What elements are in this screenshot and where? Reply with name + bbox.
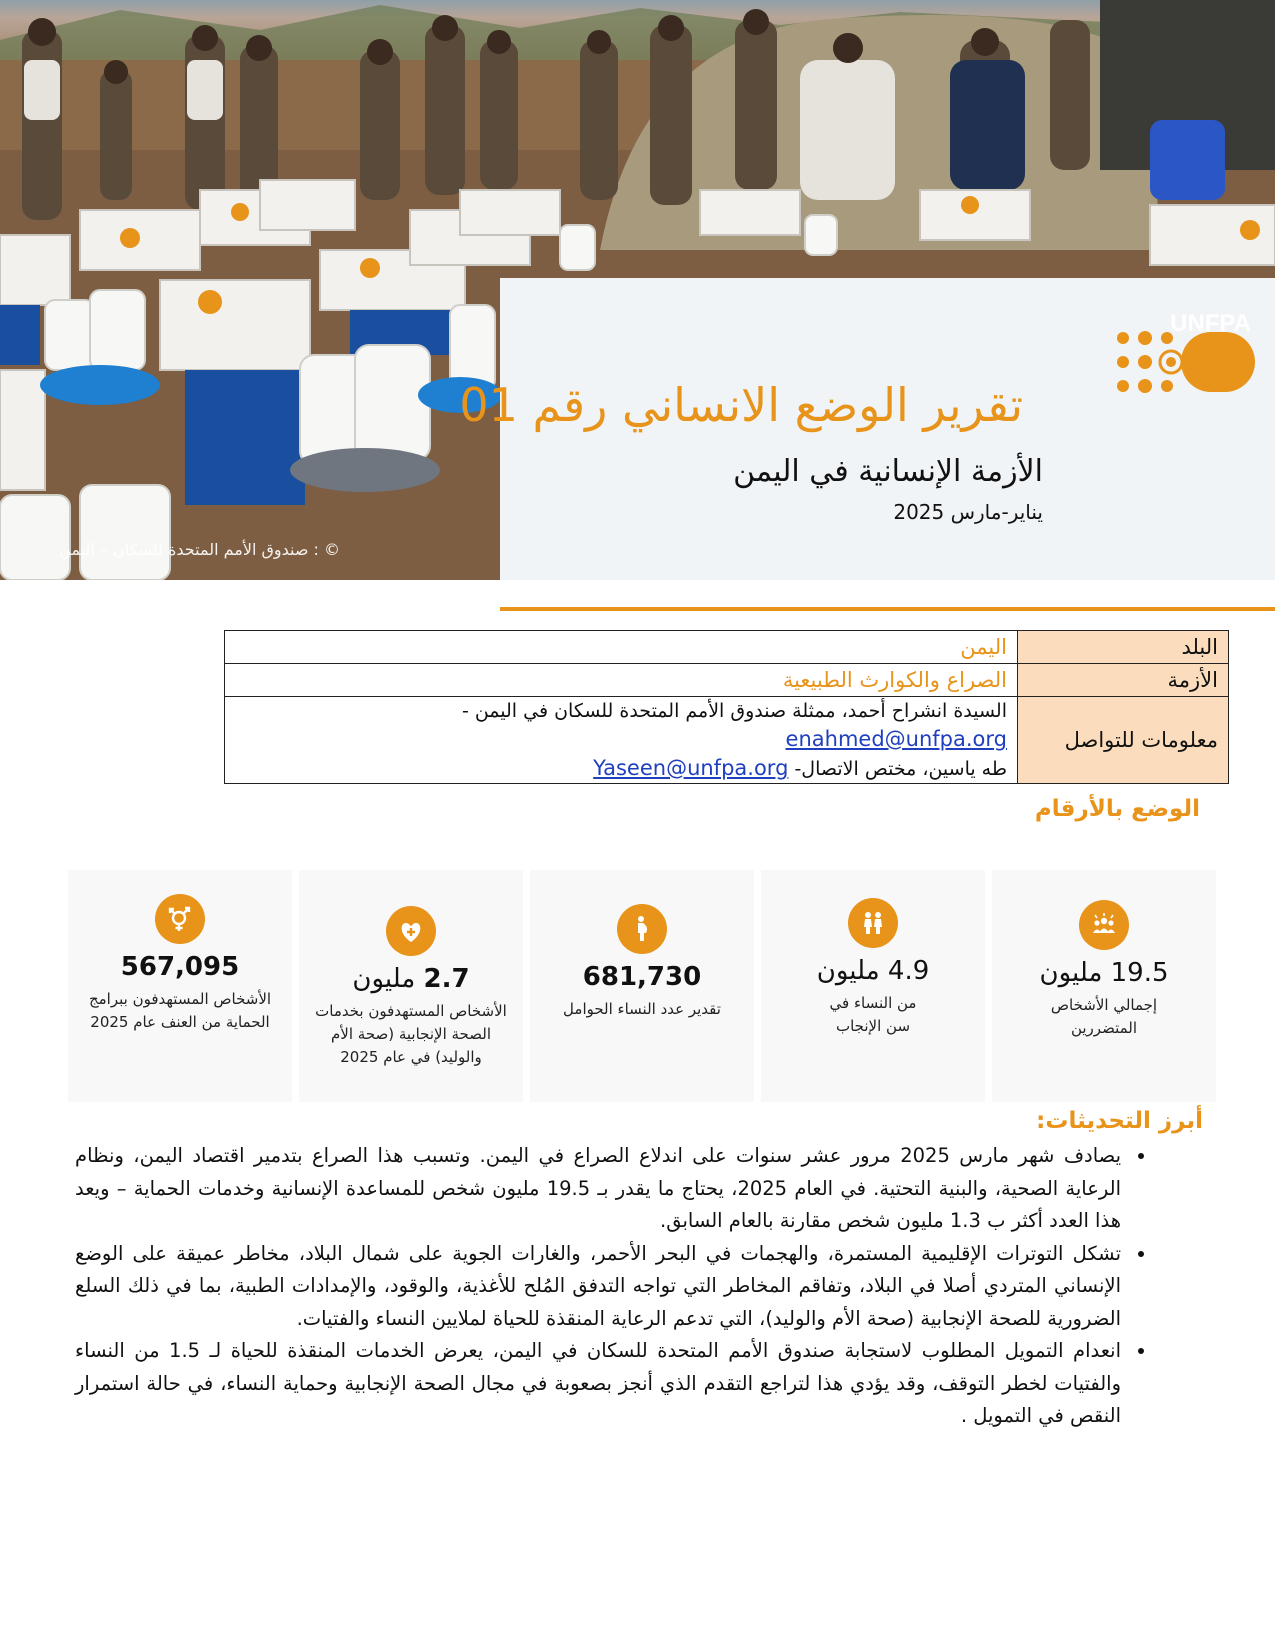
- challenges-heading: أبرز التحديثات:: [1036, 1108, 1203, 1134]
- challenges-list: [75, 1140, 1163, 1433]
- table-row: [225, 631, 1229, 664]
- photo-credit: © : صندوق الأمم المتحدة للسكان – اليمن: [59, 540, 340, 559]
- heart-plus-icon: [386, 906, 436, 956]
- contact-value: [225, 697, 1018, 784]
- stat-number-pregnant: 681,730: [582, 962, 702, 992]
- women-girls-icon: [848, 898, 898, 948]
- stat-cards: [60, 870, 1216, 1102]
- report-subtitle: الأزمة الإنسانية في اليمن: [733, 454, 1043, 489]
- people-group-icon: [1079, 900, 1129, 950]
- contact-2-email-link[interactable]: Yaseen@unfpa.org: [593, 756, 789, 780]
- stat-card-protection: [68, 870, 292, 1102]
- contact-line-1: [235, 697, 1007, 754]
- contact-line-2: [235, 754, 1007, 783]
- stat-card-affected: [992, 870, 1216, 1102]
- contact-label: معلومات للتواصل: [1018, 697, 1229, 784]
- pregnant-woman-icon: [617, 904, 667, 954]
- stat-card-women: [761, 870, 985, 1102]
- stat-card-pregnant: [530, 870, 754, 1102]
- crisis-value: الصراع والكوارث الطبيعية: [225, 664, 1018, 697]
- stat-label-pregnant: تقدير عدد النساء الحوامل: [563, 1000, 721, 1018]
- stat-number-women: 4.9 مليون: [816, 956, 930, 986]
- country-label: البلد: [1018, 631, 1229, 664]
- crisis-label: الأزمة: [1018, 664, 1229, 697]
- figures-heading: الوضع بالأرقام: [1034, 796, 1200, 822]
- info-table: [224, 630, 1229, 784]
- table-row: [225, 664, 1229, 697]
- stat-label-affected: إجمالي الأشخاص المتضررين: [1050, 996, 1158, 1037]
- unfpa-logo: [1115, 328, 1255, 396]
- table-row: [225, 697, 1229, 784]
- report-title: تقرير الوضع الانساني رقم 01: [459, 378, 1023, 432]
- title-panel: [459, 278, 1275, 580]
- stat-number-protection: 567,095: [120, 952, 240, 982]
- list-item: • تشكل التوترات الإقليمية المستمرة، والهجمات في البحر الأحمر، والغارات الجوية على شمال البلاد، مخاطر عميقة على الوضع الإنساني المتردي أصلا في البلاد، وتفاقم المخاطر التي تواجه التدفق المُلح للأغذية، والوقود، والإمدادات الطبية، بما في ذلك السلع الضرورية للصحة الإنجابية (صحة الأم والوليد)، التي تدعم الرعاية المنقذة للحياة لملايين النساء والفتيات.: [75, 1238, 1125, 1336]
- stat-number-affected: 19.5 مليون: [1039, 958, 1169, 988]
- list-item: • انعدام التمويل المطلوب لاستجابة صندوق الأمم المتحدة للسكان في اليمن، يعرض الخدمات المنقذة للحياة لـ 1.5 من النساء والفتيات لخطر التوقف، وقد يؤدي هذا لتراجع التقدم الذي أنجز بصعوبة في مجال الصحة الإنجابية وحماية النساء، في حالة استمرار النقص في التمويل .: [75, 1335, 1125, 1433]
- gender-symbol-icon: [155, 894, 205, 944]
- list-item: • يصادف شهر مارس 2025 مرور عشر سنوات على اندلاع الصراع في اليمن. وتسبب هذا الصراع بتدمير اقتصاد اليمن، ونظام الرعاية الصحية، والبنية التحتية. في العام 2025، يحتاج ما يقدر بـ 19.5 مليون شخص للمساعدة الإنسانية وخدمات الحماية – ويعد هذا العدد أكثر ب 1.3 مليون شخص مقارنة بالعام السابق.: [75, 1140, 1125, 1238]
- contact-1-email-link[interactable]: enahmed@unfpa.org: [785, 727, 1007, 751]
- contact-2-text: طه ياسين، مختص الاتصال-: [794, 758, 1007, 780]
- contact-1-text: السيدة انشراح أحمد، ممثلة صندوق الأمم المتحدة للسكان في اليمن -: [461, 700, 1007, 722]
- stat-card-reproductive-health: [299, 870, 523, 1102]
- report-date: يناير-مارس 2025: [893, 500, 1043, 524]
- country-value: اليمن: [225, 631, 1018, 664]
- logo-wordmark: UNFPA: [1170, 310, 1251, 337]
- stat-label-reproductive-health: الأشخاص المستهدفون بخدمات الصحة الإنجابية (صحة الأم والوليد) في عام 2025: [315, 1002, 507, 1066]
- stat-number-reproductive-health: 2.7 مليون: [352, 964, 470, 994]
- stat-label-women: من النساء في سن الإنجاب: [829, 994, 917, 1035]
- orange-divider: [500, 607, 1275, 611]
- stat-label-protection: الأشخاص المستهدفون ببرامج الحماية من العنف عام 2025: [88, 990, 272, 1031]
